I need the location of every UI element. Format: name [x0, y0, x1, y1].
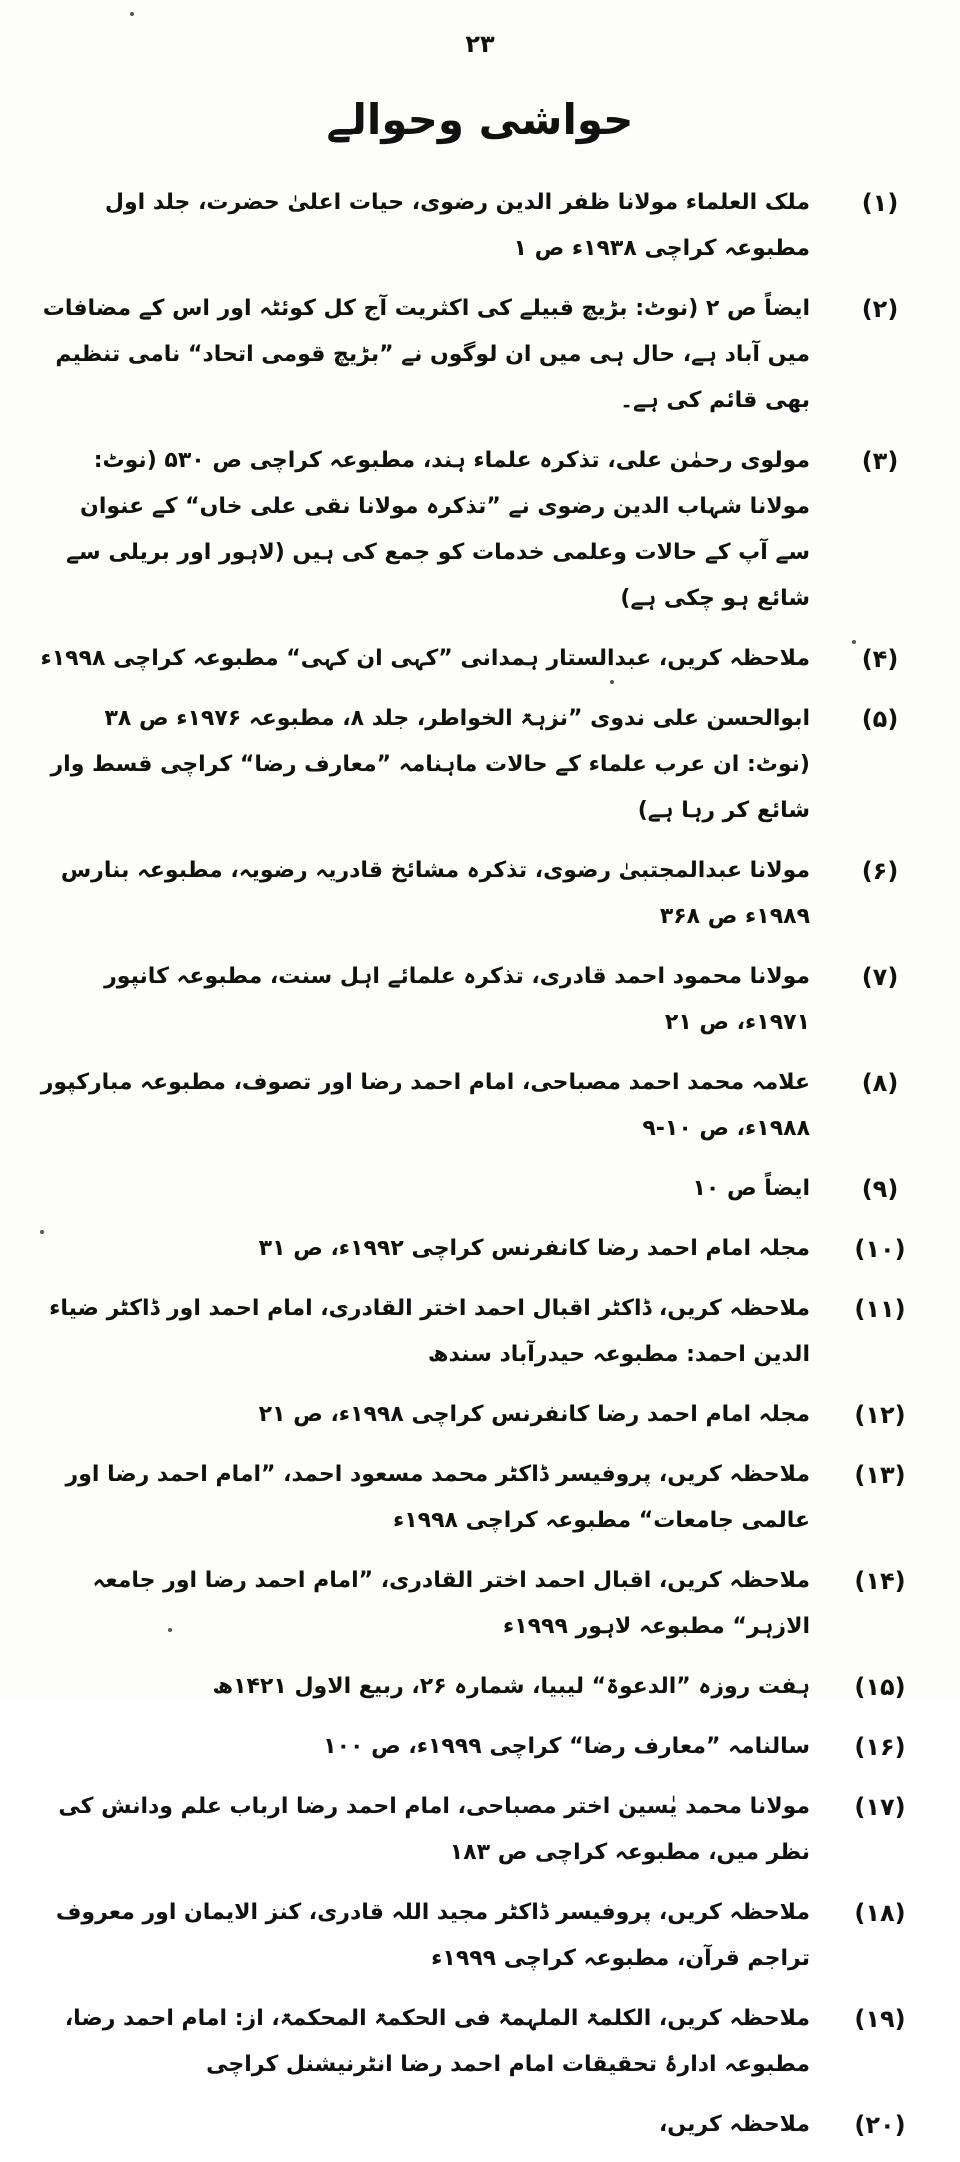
footnote-number: (۸) — [861, 1069, 899, 1097]
footnote-text: مجلہ امام احمد رضا کانفرنس کراچی ۱۹۹۸ء، ص ۲۱ — [258, 1402, 810, 1427]
footnote-number: (۷) — [861, 963, 899, 991]
footnote-text: ہفت روزہ ”الدعوۃ“ لیبیا، شمارہ ۲۶، ربیع الاول ۱۴۲۱ھ — [212, 1674, 810, 1699]
footnote-text: مجلہ امام احمد رضا کانفرنس کراچی ۱۹۹۲ء، ص ۳۱ — [258, 1236, 810, 1261]
footnote-text: ایضاً ص ۱۰ — [692, 1176, 810, 1201]
footnote-number: (۳) — [861, 447, 899, 475]
footnote-number: (۱۶) — [854, 1733, 906, 1761]
scan-speck — [610, 680, 614, 684]
scan-speck — [130, 12, 134, 16]
footnote-number: (۱۹) — [854, 2005, 906, 2033]
footnotes-list — [40, 180, 920, 2162]
footnote-number: (۱) — [861, 189, 899, 217]
footnote-number: (۵) — [861, 705, 899, 733]
footnote-item — [40, 1724, 920, 1770]
footnote-item — [40, 1558, 920, 1650]
footnote-number: (۲) — [861, 295, 899, 323]
footnote-text: ملاحظہ کریں، — [658, 2112, 810, 2137]
footnote-item — [40, 1452, 920, 1544]
footnote-text: ملاحظہ کریں، پروفیسر ڈاکٹر محمد مسعود احمد، ”امام احمد رضا اور عالمی جامعات“ مطبوعہ کراچی ۱۹۹۸ء — [65, 1462, 810, 1533]
footnote-number: (۱۴) — [854, 1567, 906, 1595]
footnote-text: مولانا عبدالمجتبیٰ رضوی، تذکرہ مشائخ قادریہ رضویہ، مطبوعہ بنارس ۱۹۸۹ء ص ۳۶۸ — [60, 858, 810, 929]
footnote-item — [40, 286, 920, 424]
footnote-text: ملاحظہ کریں، الکلمۃ الملہمۃ فی الحکمۃ المحکمۃ، از: امام احمد رضا، مطبوعہ ادارۂ تحقیقات امام احمد رضا انٹرنیشنل کراچی — [64, 2006, 810, 2077]
footnote-item — [40, 438, 920, 622]
footnote-number: (۶) — [861, 857, 899, 885]
footnote-item — [40, 848, 920, 940]
footnote-number: (۱۵) — [854, 1673, 906, 1701]
footnote-item — [40, 954, 920, 1046]
footnote-item — [40, 696, 920, 834]
scan-speck — [40, 1230, 44, 1234]
page-title: حواشی وحوالے — [326, 95, 634, 144]
footnote-number: (۱۸) — [854, 1899, 906, 1927]
footnote-number: (۴) — [861, 645, 899, 673]
footnote-item — [40, 1226, 920, 1272]
footnote-item — [40, 1784, 920, 1876]
footnote-text: علامہ محمد احمد مصباحی، امام احمد رضا اور تصوف، مطبوعہ مبارکپور ۱۹۸۸ء، ص ۱۰-۹ — [40, 1070, 810, 1141]
footnote-text: ملاحظہ کریں، اقبال احمد اختر القادری، ”امام احمد رضا اور جامعہ الازہر“ مطبوعہ لاہور ۱۹۹۹ء — [92, 1568, 810, 1639]
footnote-text: مولانا محمد یٰسین اختر مصباحی، امام احمد رضا ارباب علم ودانش کی نظر میں، مطبوعہ کراچی ص ۱۸۳ — [58, 1794, 810, 1865]
footnote-item — [40, 1664, 920, 1710]
page-number: ۲۳ — [465, 30, 495, 58]
footnote-item — [40, 1286, 920, 1378]
footnote-number: (۱۷) — [854, 1793, 906, 1821]
footnote-number: (۱۲) — [854, 1401, 906, 1429]
footnote-item — [40, 1166, 920, 1212]
footnote-item — [40, 180, 920, 272]
scan-speck — [852, 640, 856, 644]
footnote-text: ملک العلماء مولانا ظفر الدین رضوی، حیات اعلیٰ حضرت، جلد اول مطبوعہ کراچی ۱۹۳۸ء ص ۱ — [104, 190, 810, 261]
footnote-item — [40, 1890, 920, 1982]
footnote-text: ملاحظہ کریں، ڈاکٹر اقبال احمد اختر القادری، امام احمد اور ڈاکٹر ضیاء الدین احمد: مطبوعہ حیدرآباد سندھ — [49, 1296, 810, 1367]
footnote-number: (۲۰) — [854, 2111, 906, 2139]
footnote-text: ملاحظہ کریں، پروفیسر ڈاکٹر مجید اللہ قادری، کنز الایمان اور معروف تراجم قرآن، مطبوعہ کراچی ۱۹۹۹ء — [55, 1900, 810, 1971]
footnote-number: (۱۰) — [854, 1235, 906, 1263]
footnote-item — [40, 2102, 920, 2148]
footnote-text: مولانا محمود احمد قادری، تذکرہ علمائے اہل سنت، مطبوعہ کانپور ۱۹۷۱ء، ص ۲۱ — [104, 964, 810, 1035]
footnote-item — [40, 1060, 920, 1152]
footnote-item — [40, 1392, 920, 1438]
footnote-text: ملاحظہ کریں، عبدالستار ہمدانی ”کہی ان کہی“ مطبوعہ کراچی ۱۹۹۸ء — [40, 646, 810, 671]
footnote-item — [40, 636, 920, 682]
footnote-text: ابوالحسن علی ندوی ”نزہۃ الخواطر، جلد ۸، مطبوعہ ۱۹۷۶ء ص ۳۸ (نوٹ: ان عرب علماء کے حالات ماہنامہ ”معارف رضا“ کراچی قسط وار شائع کر رہا ہے) — [50, 706, 810, 823]
footnote-number: (۹) — [861, 1175, 899, 1203]
footnote-text: مولوی رحمٰن علی، تذکرہ علماء ہند، مطبوعہ کراچی ص ۵۳۰ (نوٹ: مولانا شہاب الدین رضوی نے ”تذکرہ مولانا نقی علی خاں“ کے عنوان سے آپ کے حالات وعلمی خدمات کو جمع کی ہیں (لاہور اور بریلی سے شائع ہو چکی ہے) — [66, 448, 810, 611]
footnote-item — [40, 1996, 920, 2088]
scan-speck — [168, 1628, 172, 1632]
footnote-number: (۱۳) — [854, 1461, 906, 1489]
footnote-text: سالنامہ ”معارف رضا“ کراچی ۱۹۹۹ء، ص ۱۰۰ — [323, 1734, 810, 1759]
footnote-number: (۱۱) — [854, 1295, 906, 1323]
footnote-text: ایضاً ص ۲ (نوٹ: بڑیچ قبیلے کی اکثریت آج کل کوئٹہ اور اس کے مضافات میں آباد ہے، حال ہی میں ان لوگوں نے ”بڑیچ قومی اتحاد“ نامی تنظیم بھی قائم کی ہے۔ — [42, 296, 810, 413]
